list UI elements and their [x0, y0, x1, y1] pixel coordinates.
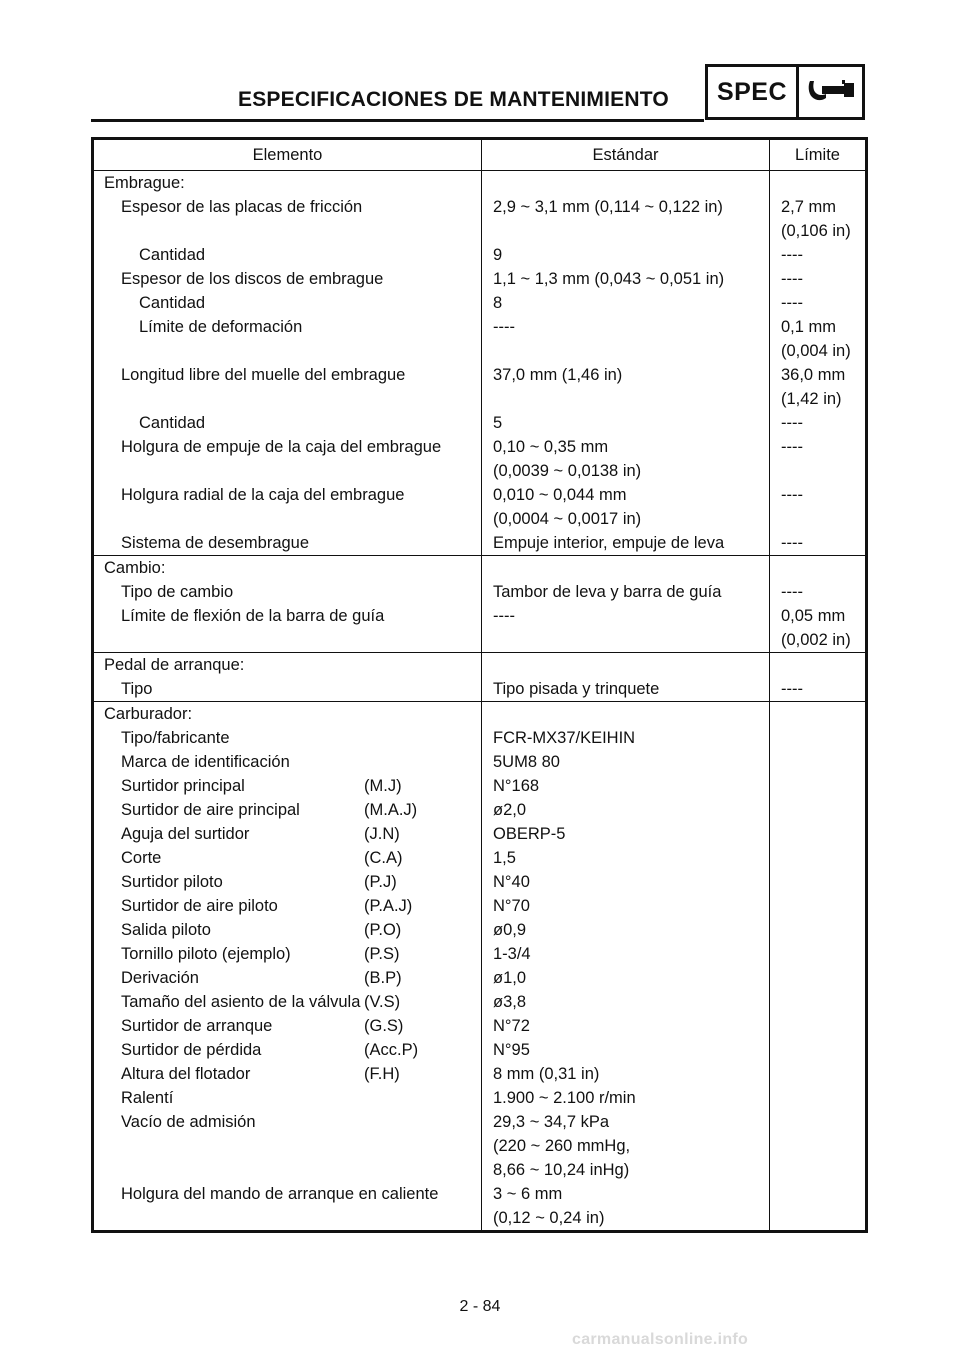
standard-value: 1,1 ~ 1,3 mm (0,043 ~ 0,051 in)	[493, 270, 725, 288]
standard-value: (0,0039 ~ 0,0138 in)	[493, 462, 642, 480]
item-code: (G.S)	[364, 1017, 404, 1035]
item-text: Corte	[121, 849, 162, 867]
standard-cell	[482, 1182, 770, 1232]
limit-cell	[770, 1062, 867, 1086]
section-row	[93, 653, 867, 678]
standard-value: Tipo pisada y trinquete	[493, 680, 660, 698]
table-row	[93, 750, 867, 774]
item-code: (F.H)	[364, 1065, 400, 1083]
limit-value: ----	[781, 294, 803, 312]
limit-cell	[770, 604, 867, 653]
limit-cell	[770, 894, 867, 918]
standard-cell	[482, 1110, 770, 1182]
table-row	[93, 531, 867, 556]
standard-value: N°40	[493, 873, 530, 891]
standard-value: N°95	[493, 1041, 530, 1059]
standard-value: FCR-MX37/KEIHIN	[493, 729, 636, 747]
item-cell	[93, 918, 482, 942]
limit-cell	[770, 750, 867, 774]
limit-cell	[770, 798, 867, 822]
limit-cell	[770, 363, 867, 411]
table-cell	[770, 653, 867, 678]
standard-value: ø0,9	[493, 921, 527, 939]
standard-cell	[482, 1038, 770, 1062]
standard-value: 8,66 ~ 10,24 inHg)	[493, 1161, 630, 1179]
standard-value: ø1,0	[493, 969, 527, 987]
table-cell	[93, 171, 482, 196]
item-label	[94, 822, 481, 846]
standard-value: (220 ~ 260 mmHg,	[493, 1137, 631, 1155]
item-text: Cantidad	[139, 246, 206, 264]
standard-value: 5UM8 80	[493, 753, 560, 771]
item-label	[94, 798, 481, 822]
table-row	[93, 267, 867, 291]
table-cell	[770, 556, 867, 581]
standard-value: 9	[493, 246, 503, 264]
item-cell	[93, 483, 482, 531]
item-cell	[93, 1182, 482, 1232]
item-cell	[93, 822, 482, 846]
item-cell	[93, 990, 482, 1014]
item-label	[94, 483, 481, 507]
standard-cell	[482, 677, 770, 702]
standard-value: ----	[493, 318, 515, 336]
table-cell	[482, 171, 770, 196]
column-header-elemento: Elemento	[93, 139, 482, 171]
standard-value: 8 mm (0,31 in)	[493, 1065, 600, 1083]
table-cell	[93, 653, 482, 678]
standard-cell	[482, 846, 770, 870]
item-label	[94, 411, 481, 435]
limit-value: ----	[781, 270, 803, 288]
table-row	[93, 846, 867, 870]
limit-value: ----	[781, 246, 803, 264]
limit-cell	[770, 243, 867, 267]
standard-cell	[482, 243, 770, 267]
item-text: Tipo/fabricante	[121, 729, 230, 747]
standard-cell	[482, 363, 770, 411]
standard-value: 0,010 ~ 0,044 mm	[493, 486, 627, 504]
item-label	[94, 870, 481, 894]
limit-cell	[770, 411, 867, 435]
standard-value: (0,0004 ~ 0,0017 in)	[493, 510, 642, 528]
standard-value: N°70	[493, 897, 530, 915]
item-text: Surtidor de pérdida	[121, 1041, 262, 1059]
table-row	[93, 870, 867, 894]
limit-cell	[770, 483, 867, 531]
standard-cell	[482, 966, 770, 990]
item-text: Tipo	[121, 680, 153, 698]
item-cell	[93, 315, 482, 363]
item-label	[94, 1038, 481, 1062]
item-text: Vacío de admisión	[121, 1113, 256, 1131]
item-label	[94, 363, 481, 387]
table-cell	[770, 702, 867, 727]
item-text: Altura del flotador	[121, 1065, 251, 1083]
table-row	[93, 798, 867, 822]
standard-cell	[482, 531, 770, 556]
item-cell	[93, 531, 482, 556]
standard-cell	[482, 267, 770, 291]
table-row	[93, 894, 867, 918]
standard-value: 8	[493, 294, 503, 312]
table-row	[93, 243, 867, 267]
item-label	[94, 750, 481, 774]
limit-cell	[770, 1014, 867, 1038]
limit-cell	[770, 774, 867, 798]
item-text: Tamaño del asiento de la válvula	[121, 993, 361, 1011]
limit-cell	[770, 870, 867, 894]
table-row	[93, 990, 867, 1014]
item-label	[94, 942, 481, 966]
limit-cell	[770, 990, 867, 1014]
item-cell	[93, 870, 482, 894]
limit-cell	[770, 966, 867, 990]
item-code: (V.S)	[364, 993, 401, 1011]
standard-value: 5	[493, 414, 503, 432]
item-text: Salida piloto	[121, 921, 211, 939]
item-label	[94, 677, 481, 701]
section-row	[93, 171, 867, 196]
item-label	[94, 315, 481, 339]
table-row	[93, 1014, 867, 1038]
limit-cell	[770, 1182, 867, 1232]
page-title: ESPECIFICACIONES DE MANTENIMIENTO	[238, 88, 669, 111]
item-text: Espesor de las placas de fricción	[121, 198, 363, 216]
item-text: Tipo de cambio	[121, 583, 234, 601]
table-header-row	[93, 139, 867, 171]
limit-cell	[770, 846, 867, 870]
standard-cell	[482, 750, 770, 774]
item-label	[94, 267, 481, 291]
table-row	[93, 483, 867, 531]
table-cell	[93, 556, 482, 581]
limit-cell	[770, 1086, 867, 1110]
item-text: Holgura de empuje de la caja del embrague	[121, 438, 442, 456]
table-row	[93, 411, 867, 435]
standard-cell	[482, 822, 770, 846]
limit-value: 36,0 mm	[781, 366, 846, 384]
item-label	[94, 990, 481, 1014]
item-cell	[93, 774, 482, 798]
table-cell	[93, 702, 482, 727]
standard-cell	[482, 1062, 770, 1086]
watermark: carmanualsonline.info	[572, 1331, 749, 1348]
item-cell	[93, 726, 482, 750]
item-text: Límite de flexión de la barra de guía	[121, 607, 385, 625]
item-label	[94, 774, 481, 798]
limit-cell	[770, 822, 867, 846]
limit-cell	[770, 1038, 867, 1062]
standard-value: ----	[493, 607, 515, 625]
item-label	[94, 726, 481, 750]
item-text: Holgura del mando de arranque en caliente	[121, 1185, 439, 1203]
item-label	[94, 846, 481, 870]
item-text: Tornillo piloto (ejemplo)	[121, 945, 291, 963]
limit-value: ----	[781, 680, 803, 698]
item-cell	[93, 243, 482, 267]
item-text: Derivación	[121, 969, 199, 987]
standard-cell	[482, 411, 770, 435]
standard-value: N°168	[493, 777, 540, 795]
section-title: Pedal de arranque:	[104, 656, 245, 674]
item-code: (P.A.J)	[364, 897, 413, 915]
table-row	[93, 291, 867, 315]
limit-cell	[770, 580, 867, 604]
item-cell	[93, 894, 482, 918]
item-label	[94, 966, 481, 990]
section-title: Carburador:	[104, 705, 193, 723]
limit-cell	[770, 942, 867, 966]
standard-value: ø2,0	[493, 801, 527, 819]
limit-value: ----	[781, 438, 803, 456]
table-row	[93, 315, 867, 363]
standard-value: 0,10 ~ 0,35 mm	[493, 438, 609, 456]
limit-value: ----	[781, 486, 803, 504]
limit-cell	[770, 267, 867, 291]
standard-value: 29,3 ~ 34,7 kPa	[493, 1113, 610, 1131]
standard-cell	[482, 580, 770, 604]
standard-cell	[482, 870, 770, 894]
spec-badge	[705, 64, 865, 120]
standard-value: OBERP-5	[493, 825, 566, 843]
standard-value: 1-3/4	[493, 945, 531, 963]
table-row	[93, 726, 867, 750]
standard-cell	[482, 195, 770, 243]
standard-value: 1,5	[493, 849, 516, 867]
limit-value: 2,7 mm	[781, 198, 837, 216]
table-row	[93, 918, 867, 942]
standard-value: 2,9 ~ 3,1 mm (0,114 ~ 0,122 in)	[493, 198, 723, 216]
item-cell	[93, 677, 482, 702]
item-code: (P.O)	[364, 921, 402, 939]
table-row	[93, 942, 867, 966]
table-row	[93, 966, 867, 990]
item-cell	[93, 942, 482, 966]
limit-cell	[770, 726, 867, 750]
item-cell	[93, 846, 482, 870]
item-label	[94, 291, 481, 315]
item-label	[94, 243, 481, 267]
standard-cell	[482, 1086, 770, 1110]
item-code: (M.J)	[364, 777, 402, 795]
item-label	[94, 435, 481, 459]
table-row	[93, 1062, 867, 1086]
item-code: (C.A)	[364, 849, 403, 867]
item-text: Sistema de desembrague	[121, 534, 310, 552]
section-title: Cambio:	[104, 559, 166, 577]
item-label	[94, 1182, 481, 1206]
table-row	[93, 822, 867, 846]
limit-cell	[770, 195, 867, 243]
item-cell	[93, 195, 482, 243]
item-cell	[93, 1110, 482, 1182]
standard-value: (0,12 ~ 0,24 in)	[493, 1209, 605, 1227]
standard-cell	[482, 918, 770, 942]
wrench-icon	[799, 67, 862, 117]
limit-value: 0,1 mm	[781, 318, 837, 336]
limit-cell	[770, 918, 867, 942]
standard-value: 3 ~ 6 mm	[493, 1185, 563, 1203]
item-text: Surtidor de arranque	[121, 1017, 273, 1035]
table-cell	[482, 702, 770, 727]
standard-cell	[482, 483, 770, 531]
item-cell	[93, 267, 482, 291]
item-text: Cantidad	[139, 414, 206, 432]
item-text: Longitud libre del muelle del embrague	[121, 366, 406, 384]
table-row	[93, 580, 867, 604]
standard-cell	[482, 894, 770, 918]
limit-value: 0,05 mm	[781, 607, 846, 625]
item-cell	[93, 435, 482, 483]
standard-cell	[482, 726, 770, 750]
table-row	[93, 604, 867, 653]
table-row	[93, 1182, 867, 1232]
item-text: Marca de identificación	[121, 753, 290, 771]
item-label	[94, 531, 481, 555]
item-cell	[93, 1038, 482, 1062]
standard-cell	[482, 774, 770, 798]
item-code: (B.P)	[364, 969, 402, 987]
header-rule	[91, 119, 704, 122]
item-text: Ralentí	[121, 1089, 174, 1107]
standard-cell	[482, 1014, 770, 1038]
standard-cell	[482, 291, 770, 315]
table-row	[93, 1086, 867, 1110]
standard-cell	[482, 942, 770, 966]
item-label	[94, 1086, 481, 1110]
limit-cell	[770, 1110, 867, 1182]
standard-value: 1.900 ~ 2.100 r/min	[493, 1089, 636, 1107]
table-row	[93, 1038, 867, 1062]
item-text: Surtidor principal	[121, 777, 245, 795]
item-text: Holgura radial de la caja del embrague	[121, 486, 405, 504]
item-code: (Acc.P)	[364, 1041, 419, 1059]
table-body	[93, 171, 867, 1232]
item-cell	[93, 1062, 482, 1086]
standard-value: Empuje interior, empuje de leva	[493, 534, 725, 552]
limit-cell	[770, 531, 867, 556]
standard-value: Tambor de leva y barra de guía	[493, 583, 722, 601]
table-row	[93, 435, 867, 483]
standard-value: 37,0 mm (1,46 in)	[493, 366, 623, 384]
section-row	[93, 556, 867, 581]
item-text: Límite de deformación	[139, 318, 303, 336]
item-cell	[93, 580, 482, 604]
item-cell	[93, 798, 482, 822]
limit-value: (1,42 in)	[781, 390, 842, 408]
item-code: (P.J)	[364, 873, 397, 891]
section-title: Embrague:	[104, 174, 185, 192]
standard-cell	[482, 604, 770, 653]
item-cell	[93, 966, 482, 990]
limit-cell	[770, 435, 867, 483]
item-cell	[93, 1086, 482, 1110]
table-row	[93, 677, 867, 702]
limit-value: (0,002 in)	[781, 631, 851, 649]
limit-cell	[770, 315, 867, 363]
table-row	[93, 1110, 867, 1182]
item-text: Cantidad	[139, 294, 206, 312]
item-label	[94, 918, 481, 942]
table-row	[93, 774, 867, 798]
item-text: Espesor de los discos de embrague	[121, 270, 384, 288]
standard-cell	[482, 315, 770, 363]
item-code: (J.N)	[364, 825, 400, 843]
item-cell	[93, 411, 482, 435]
limit-value: ----	[781, 414, 803, 432]
item-label	[94, 195, 481, 219]
item-cell	[93, 604, 482, 653]
page-number: 2 - 84	[459, 1298, 501, 1315]
section-row	[93, 702, 867, 727]
item-label	[94, 1014, 481, 1038]
table-cell	[482, 653, 770, 678]
item-text: Aguja del surtidor	[121, 825, 250, 843]
table-row	[93, 363, 867, 411]
item-label	[94, 580, 481, 604]
column-header-limite: Límite	[770, 139, 867, 171]
item-cell	[93, 1014, 482, 1038]
standard-cell	[482, 435, 770, 483]
item-code: (P.S)	[364, 945, 400, 963]
item-text: Surtidor de aire principal	[121, 801, 300, 819]
item-code: (M.A.J)	[364, 801, 418, 819]
standard-cell	[482, 798, 770, 822]
table-cell	[770, 171, 867, 196]
limit-value: (0,004 in)	[781, 342, 851, 360]
item-label	[94, 894, 481, 918]
item-label	[94, 1110, 481, 1134]
standard-value: ø3,8	[493, 993, 527, 1011]
limit-cell	[770, 291, 867, 315]
item-cell	[93, 750, 482, 774]
spec-table	[91, 137, 868, 1233]
limit-value: ----	[781, 534, 803, 552]
item-label	[94, 604, 481, 628]
standard-value: N°72	[493, 1017, 530, 1035]
standard-cell	[482, 990, 770, 1014]
item-text: Surtidor de aire piloto	[121, 897, 278, 915]
item-label	[94, 1062, 481, 1086]
spec-badge-label: SPEC	[708, 67, 799, 117]
limit-value: (0,106 in)	[781, 222, 851, 240]
limit-value: ----	[781, 583, 803, 601]
limit-cell	[770, 677, 867, 702]
item-cell	[93, 291, 482, 315]
table-cell	[482, 556, 770, 581]
table-row	[93, 195, 867, 243]
column-header-estandar: Estándar	[482, 139, 770, 171]
item-text: Surtidor piloto	[121, 873, 223, 891]
item-cell	[93, 363, 482, 411]
